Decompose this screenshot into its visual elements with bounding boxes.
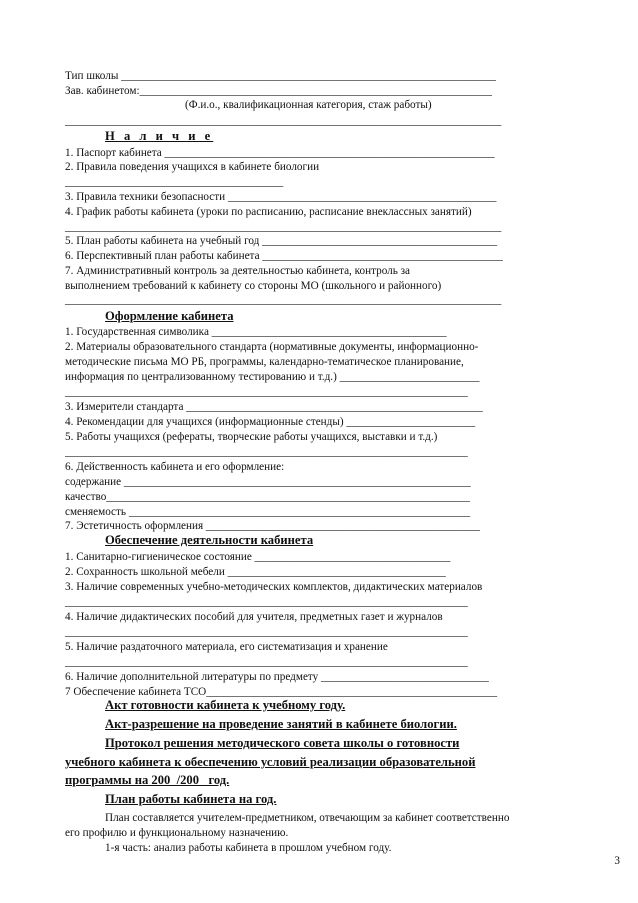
section-heading-availability: Н а л и ч и е	[105, 129, 214, 143]
paragraph-continued: его профилю и функциональному назначению.	[65, 827, 289, 839]
paragraph: План составляется учителем-предметником, отвечающим за кабинет соответственно	[105, 812, 510, 824]
blank-line: ________________________________________________________________________	[65, 386, 468, 398]
heading-protocol-continued: программы на 200_/200_ год.	[65, 773, 230, 787]
list-item: 6. Перспективный план работы кабинета ___________________________________________	[65, 250, 503, 262]
blank-line: ______________________________________________________________________________	[65, 294, 502, 306]
list-item: 5. План работы кабинета на учебный год __________________________________________	[65, 235, 498, 247]
heading-annual-plan: План работы кабинета на год.	[105, 792, 277, 806]
paragraph: 1-я часть: анализ работы кабинета в прошлом учебном году.	[105, 842, 392, 854]
head-of-room-field: Зав. кабинетом:_______________________________________________________________	[65, 85, 493, 97]
list-item: 5. Наличие раздаточного материала, его систематизация и хранение	[65, 641, 388, 653]
list-item: 7. Эстетичность оформления _________________________________________________	[65, 520, 481, 532]
list-item: 7. Административный контроль за деятельностью кабинета, контроль за	[65, 265, 411, 277]
list-item-continued: методические письма МО РБ, программы, календарно-тематическое планирование,	[65, 356, 464, 368]
list-item: 3. Правила техники безопасности ________________________________________________	[65, 191, 497, 203]
list-item: 4. Рекомендации для учащихся (информационные стенды) _______________________	[65, 416, 476, 428]
list-item: 1. Государственная символика __________________________________________	[65, 326, 447, 338]
list-item: 7 Обеспечение кабинета ТСО____________________________________________________	[65, 686, 498, 698]
list-item: 4. Наличие дидактических пособий для учителя, предметных газет и журналов	[65, 611, 443, 623]
heading-protocol-continued: учебного кабинета к обеспечению условий реализации образовательной	[65, 755, 476, 769]
blank-line: ________________________________________________________________________	[65, 446, 468, 458]
list-item-continued: информация по централизованному тестированию и т.д.) _________________________	[65, 371, 480, 383]
blank-line: ________________________________________________________________________	[65, 626, 468, 638]
list-item-continued: выполнением требований к кабинету со стороны МО (школьного и районного)	[65, 280, 442, 292]
list-item: 6. Действенность кабинета и его оформление:	[65, 461, 285, 473]
list-item: 2. Сохранность школьной мебели _______________________________________	[65, 566, 446, 578]
list-item-sub: сменяемость _____________________________________________________________	[65, 506, 471, 518]
list-item: 5. Работы учащихся (рефераты, творческие работы учащихся, выставки и т.д.)	[65, 431, 438, 443]
list-item-sub: содержание ______________________________________________________________	[65, 476, 471, 488]
heading-protocol: Протокол решения методического совета школы о готовности	[105, 736, 460, 750]
blank-line: ______________________________________________________________________________	[65, 221, 502, 233]
document-page	[65, 0, 595, 903]
list-item-sub: качество_________________________________________________________________	[65, 491, 470, 503]
list-item: 2. Материалы образовательного стандарта (нормативные документы, информационно-	[65, 341, 479, 353]
blank-line: _______________________________________	[65, 176, 284, 188]
heading-permission-act: Акт-разрешение на проведение занятий в кабинете биологии.	[105, 717, 457, 731]
blank-line: ________________________________________________________________________	[65, 596, 468, 608]
page-number: 3	[614, 855, 620, 867]
list-item: 1. Санитарно-гигиеническое состояние ___________________________________	[65, 551, 451, 563]
list-item: 4. График работы кабинета (уроки по расписанию, расписание внеклассных занятий)	[65, 206, 472, 218]
school-type-field: Тип школы ___________________________________________________________________	[65, 70, 496, 82]
list-item: 1. Паспорт кабинета ___________________________________________________________	[65, 147, 495, 159]
blank-line: ______________________________________________________________________________	[65, 115, 502, 127]
list-item: 6. Наличие дополнительной литературы по предмету ______________________________	[65, 671, 489, 683]
list-item: 3. Наличие современных учебно-методических комплектов, дидактических материалов	[65, 581, 483, 593]
section-heading-room-design: Оформление кабинета	[105, 309, 234, 323]
section-heading-room-support: Обеспечение деятельности кабинета	[105, 533, 314, 547]
heading-readiness-act: Акт готовности кабинета к учебному году.	[105, 698, 346, 712]
head-of-room-hint: (Ф.и.о., квалификационная категория, стаж работы)	[185, 99, 432, 111]
list-item: 2. Правила поведения учащихся в кабинете биологии	[65, 161, 320, 173]
list-item: 3. Измерители стандарта _____________________________________________________	[65, 401, 483, 413]
blank-line: ________________________________________________________________________	[65, 656, 468, 668]
